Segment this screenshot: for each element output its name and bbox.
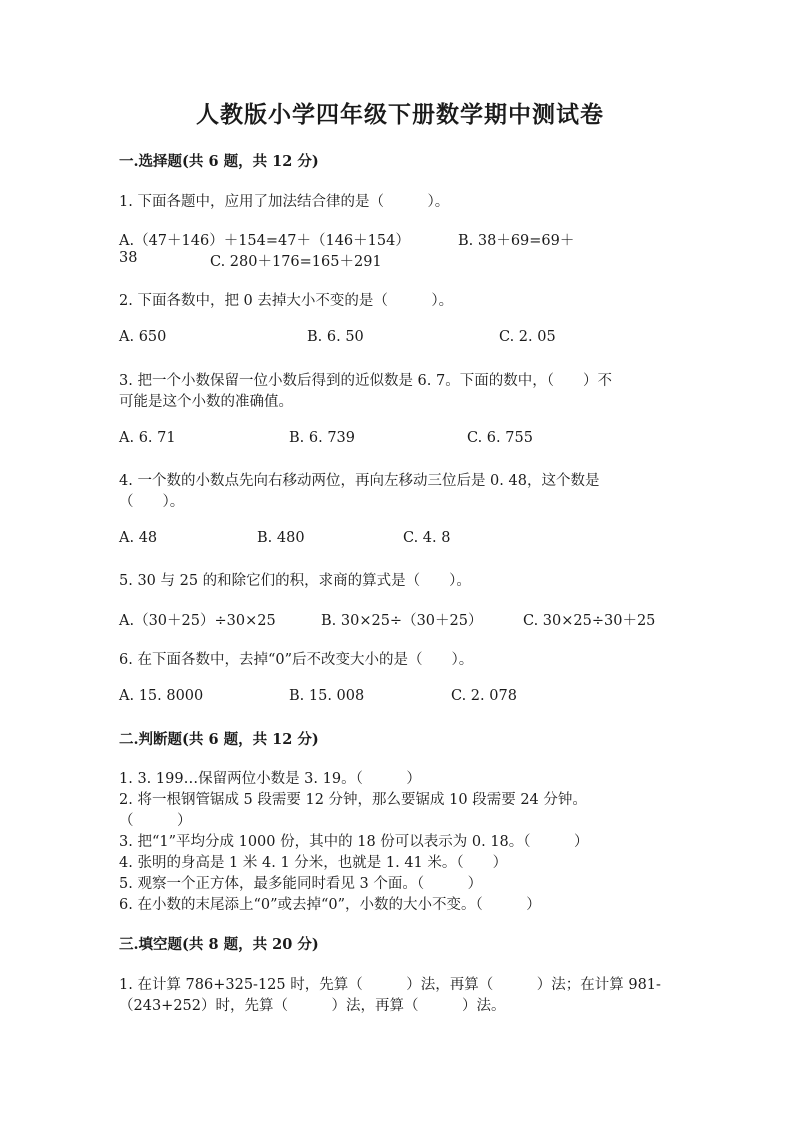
question-2-option-a: A. 650: [119, 329, 167, 345]
question-6-option-c: C. 2. 078: [451, 688, 517, 704]
judge-item-2-blank: （ ）: [119, 813, 192, 829]
section-heading-choice: 一.选择题(共 6 题，共 12 分): [119, 153, 319, 170]
question-3-stem-line-2: 可能是这个小数的准确值。: [119, 394, 293, 410]
question-6-option-a: A. 15. 8000: [119, 688, 204, 704]
fill-question-1-line-2: （243+252）时，先算（ ）法，再算（ ）法。: [119, 998, 506, 1014]
question-1-option-b-continued: 38: [119, 250, 138, 266]
question-2-option-c: C. 2. 05: [499, 329, 556, 345]
question-1-stem: 1. 下面各题中，应用了加法结合律的是（ ）。: [119, 194, 450, 210]
question-3-option-c: C. 6. 755: [467, 430, 533, 446]
judge-item-3: 3. 把“1”平均分成 1000 份，其中的 18 份可以表示为 0. 18。（ ）: [119, 834, 589, 850]
question-4-option-b: B. 480: [257, 530, 305, 546]
question-1-option-a: A.（47＋146）＋154=47＋（146＋154）: [119, 233, 410, 249]
question-6-option-b: B. 15. 008: [289, 688, 365, 704]
page-title: 人教版小学四年级下册数学期中测试卷: [196, 101, 604, 128]
judge-item-4: 4. 张明的身高是 1 米 4. 1 分米，也就是 1. 41 米。（ ）: [119, 855, 508, 871]
question-3-option-b: B. 6. 739: [289, 430, 355, 446]
section-heading-judge: 二.判断题(共 6 题，共 12 分): [119, 731, 319, 748]
question-5-option-c: C. 30×25÷30＋25: [523, 613, 656, 629]
question-4-stem-line-1: 4. 一个数的小数点先向右移动两位，再向左移动三位后是 0. 48，这个数是: [119, 473, 600, 489]
question-5-option-b: B. 30×25÷（30＋25）: [321, 613, 483, 629]
question-4-option-a: A. 48: [119, 530, 158, 546]
judge-item-2: 2. 将一根钢管锯成 5 段需要 12 分钟，那么要锯成 10 段需要 24 分钟。: [119, 792, 587, 808]
question-5-stem: 5. 30 与 25 的和除它们的积，求商的算式是（ ）。: [119, 573, 471, 589]
question-6-stem: 6. 在下面各数中，去掉“0”后不改变大小的是（ ）。: [119, 652, 474, 668]
question-2-option-b: B. 6. 50: [307, 329, 364, 345]
question-4-stem-line-2: （ ）。: [119, 494, 185, 510]
question-3-option-a: A. 6. 71: [119, 430, 176, 446]
fill-question-1-line-1: 1. 在计算 786+325-125 时，先算（ ）法，再算（ ）法；在计算 981-: [119, 977, 661, 993]
question-5-option-a: A.（30＋25）÷30×25: [119, 613, 276, 629]
judge-item-5: 5. 观察一个正方体，最多能同时看见 3 个面。（ ）: [119, 876, 483, 892]
section-heading-fill: 三.填空题(共 8 题，共 20 分): [119, 936, 319, 953]
judge-item-1: 1. 3. 199…保留两位小数是 3. 19。（ ）: [119, 771, 421, 787]
judge-item-6: 6. 在小数的末尾添上“0”或去掉“0”，小数的大小不变。（ ）: [119, 897, 541, 913]
question-4-option-c: C. 4. 8: [403, 530, 451, 546]
question-1-option-b: B. 38＋69=69＋: [458, 233, 575, 249]
question-3-stem-line-1: 3. 把一个小数保留一位小数后得到的近似数是 6. 7。下面的数中，（ ）不: [119, 373, 612, 389]
question-2-stem: 2. 下面各数中，把 0 去掉大小不变的是（ ）。: [119, 293, 454, 309]
question-1-option-c: C. 280＋176=165＋291: [210, 254, 382, 270]
